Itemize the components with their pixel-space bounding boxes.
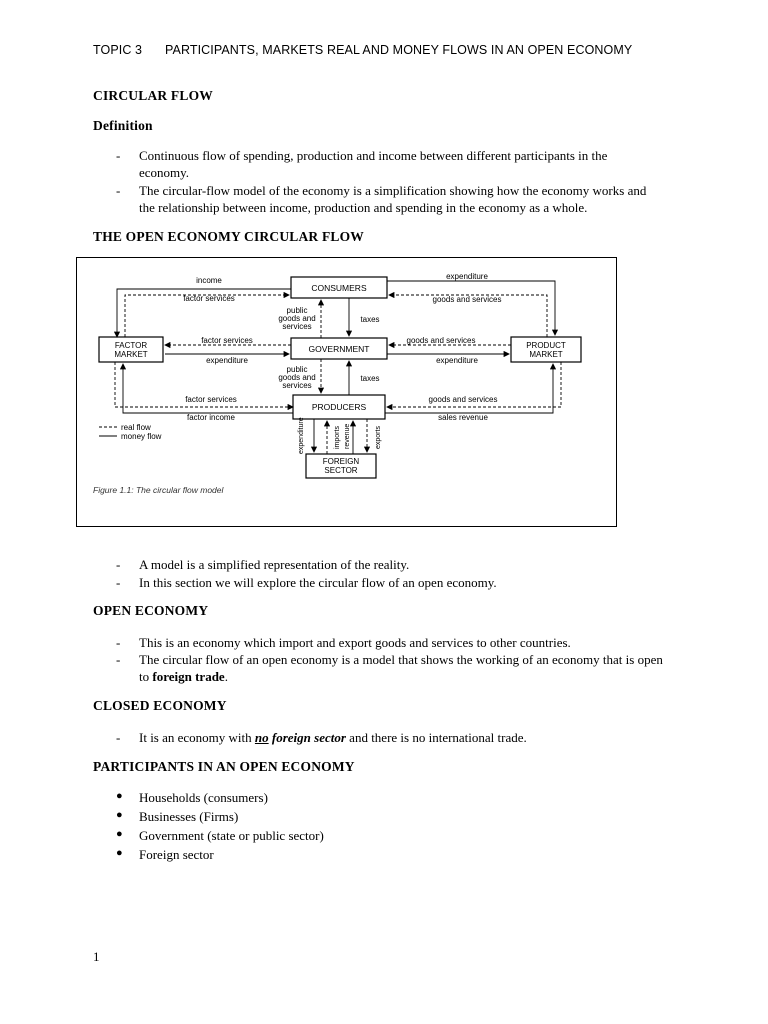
- label-taxes-top: taxes: [360, 315, 380, 324]
- label-public-top-3: services: [282, 322, 312, 331]
- label-goods-services-top: goods and services: [432, 295, 502, 304]
- legend-money-flow: money flow: [121, 432, 162, 441]
- heading-open-circular-flow: THE OPEN ECONOMY CIRCULAR FLOW: [93, 229, 365, 244]
- label-income: income: [196, 276, 222, 285]
- circular-flow-figure: [76, 257, 617, 527]
- heading-circular-flow: CIRCULAR FLOW: [93, 88, 213, 103]
- bullet-icon: ●: [116, 809, 123, 821]
- heading-closed-economy: CLOSED ECONOMY: [93, 698, 227, 713]
- bullet-icon: ●: [116, 847, 123, 859]
- label-imports: imports: [334, 426, 341, 449]
- sales-revenue-flow: [385, 364, 553, 413]
- expenditure-flow-top: [387, 281, 555, 335]
- label-expenditure-top: expenditure: [446, 272, 488, 281]
- circular-flow-diagram: [77, 258, 618, 528]
- label-public-bottom-3: services: [282, 381, 312, 390]
- label-taxes-bottom: taxes: [360, 374, 380, 383]
- model-item-2: In this section we will explore the circular flow of an open economy.: [139, 575, 497, 590]
- product-market-label-2: MARKET: [529, 350, 563, 359]
- government-label: GOVERNMENT: [308, 344, 370, 354]
- producers-label: PRODUCERS: [311, 402, 367, 412]
- label-goods-services-bottom: goods and services: [428, 395, 498, 404]
- factor-income-flow: [123, 364, 293, 413]
- heading-open-economy: OPEN ECONOMY: [93, 603, 209, 618]
- label-foreign-expenditure: expenditure: [298, 417, 305, 454]
- definition-item-2: The circular-flow model of the economy is a simplification showing how the economy works and the relationship between income, production and spending in the economy as a whole.: [139, 183, 647, 215]
- label-goods-services-mid: goods and services: [406, 336, 476, 345]
- label-expenditure-mid-left: expenditure: [206, 356, 248, 365]
- header-title: PARTICIPANTS, MARKETS REAL AND MONEY FLOWS IN AN OPEN ECONOMY: [165, 43, 633, 57]
- topic-label: TOPIC 3: [93, 43, 143, 57]
- page-number: 1: [93, 949, 100, 964]
- label-factor-services-top: factor services: [183, 294, 235, 303]
- label-factor-services-mid: factor services: [201, 336, 253, 345]
- figure-caption: Figure 1.1: The circular flow model: [93, 485, 224, 495]
- label-exports: exports: [375, 426, 382, 449]
- page-header: [93, 43, 632, 57]
- bullet-icon: ●: [116, 790, 123, 802]
- closed-economy-item: It is an economy with no foreign sector and there is no international trade.: [139, 730, 527, 745]
- foreign-sector-label-2: SECTOR: [324, 466, 358, 475]
- bullet-icon: ●: [116, 828, 123, 840]
- factor-market-label-1: FACTOR: [114, 341, 148, 350]
- model-item-1: A model is a simplified representation of the reality.: [139, 557, 410, 572]
- heading-definition: Definition: [93, 118, 153, 133]
- label-public-bottom-1: public: [286, 365, 308, 374]
- factor-market-label-2: MARKET: [114, 350, 148, 359]
- label-public-bottom-2: goods and: [278, 373, 316, 382]
- legend-real-flow: real flow: [121, 423, 151, 432]
- foreign-trade-term: foreign trade: [152, 669, 225, 684]
- open-economy-item-2: The circular flow of an open economy is a model that shows the working of an economy that is open to foreign trade.: [139, 652, 663, 684]
- definition-item-1: Continuous flow of spending, production and income between different participants in the economy.: [139, 148, 608, 180]
- product-market-label-1: PRODUCT: [526, 341, 566, 350]
- label-sales-revenue: sales revenue: [438, 413, 488, 422]
- label-factor-income: factor income: [186, 413, 236, 422]
- foreign-sector-term: foreign sector: [271, 730, 346, 745]
- open-economy-item-1: This is an economy which import and export goods and services to other countries.: [139, 635, 571, 650]
- consumers-label: CONSUMERS: [311, 283, 367, 293]
- no-term: no: [254, 730, 269, 745]
- foreign-sector-label-1: FOREIGN: [322, 457, 360, 466]
- label-revenue: revenue: [344, 423, 351, 449]
- label-public-top-2: goods and: [278, 314, 316, 323]
- label-expenditure-mid-right: expenditure: [436, 356, 478, 365]
- label-factor-services-bottom: factor services: [185, 395, 237, 404]
- label-public-top-1: public: [286, 306, 308, 315]
- heading-participants: PARTICIPANTS IN AN OPEN ECONOMY: [93, 759, 355, 774]
